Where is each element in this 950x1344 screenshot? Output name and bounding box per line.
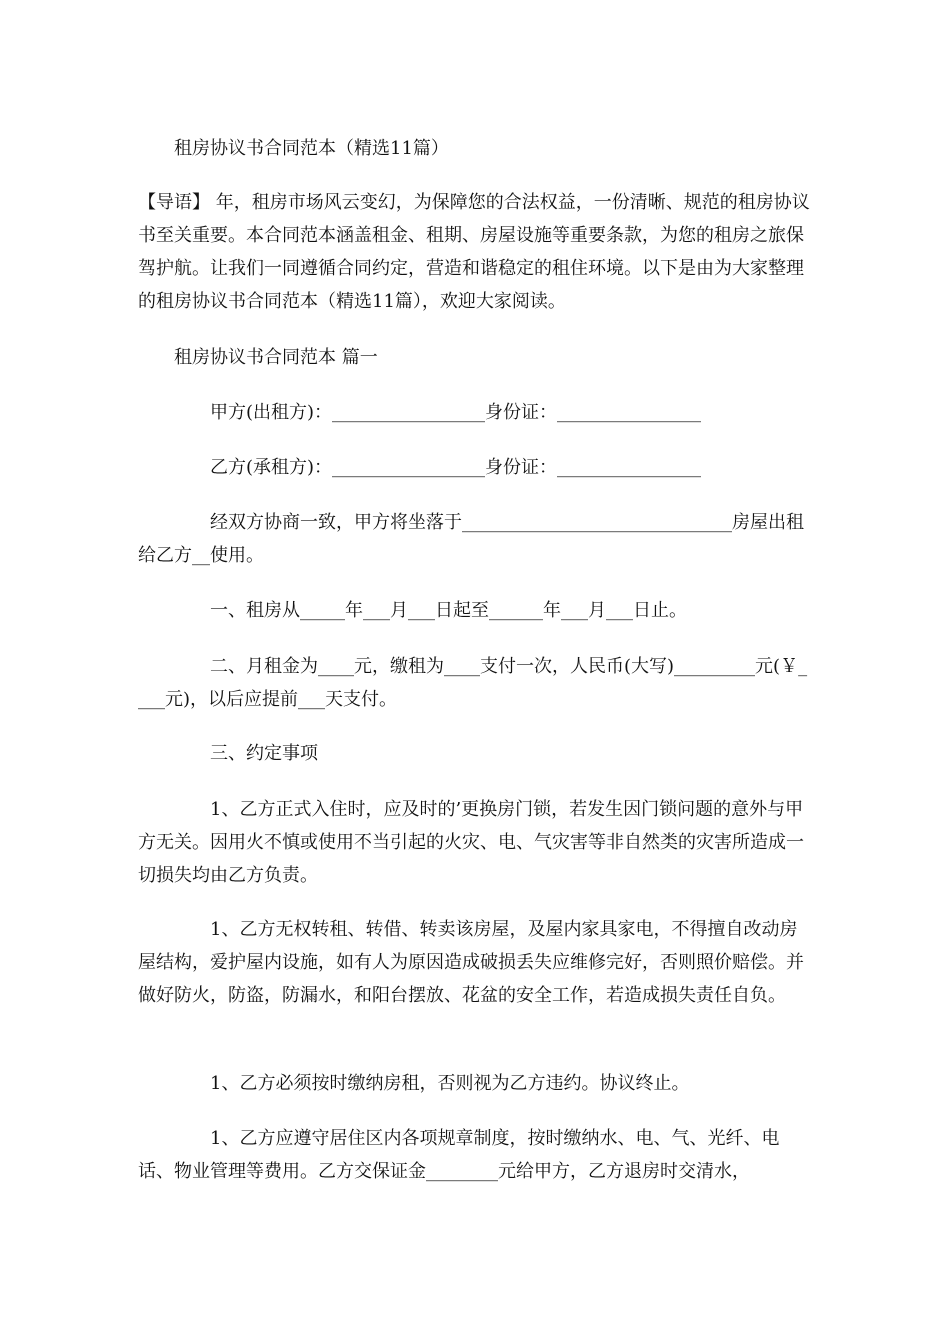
item-door-lock: 1、乙方正式入住时，应及时的’更换房门锁，若发生因门锁问题的意外与甲方无关。因用火不慎或使用不当引起的火灾、电、气灾害等非自然类的灾害所造成一切损失均由乙方负责。 bbox=[138, 799, 804, 886]
clause-agreed-matters: 三、约定事项 bbox=[210, 743, 318, 764]
clause-rent: 二、月租金为____元，缴租为____支付一次，人民币(大写)_________元(￥____元)，以后应提前___天支付。 bbox=[138, 656, 808, 710]
item-pay-on-time: 1、乙方必须按时缴纳房租，否则视为乙方违约。协议终止。 bbox=[210, 1073, 690, 1094]
item-rules-and-fees: 1、乙方应遵守居住区内各项规章制度，按时缴纳水、电、气、光纤、电话、物业管理等费用。乙方交保证金________元给甲方，乙方退房时交清水， bbox=[138, 1128, 780, 1182]
document-title: 租房协议书合同范本（精选11篇） bbox=[174, 138, 449, 159]
party-a-line: 甲方(出租方)：_________________身份证：________________ bbox=[210, 402, 702, 423]
clause-lease-term: 一、租房从_____年___月___日起至______年___月___日止。 bbox=[210, 600, 687, 621]
agreement-paragraph: 经双方协商一致，甲方将坐落于______________________________房屋出租给乙方__使用。 bbox=[138, 512, 804, 566]
section-title: 租房协议书合同范本 篇一 bbox=[174, 347, 378, 368]
party-b-line: 乙方(承租方)：_________________身份证：________________ bbox=[210, 457, 702, 478]
item-no-sublet: 1、乙方无权转租、转借、转卖该房屋，及屋内家具家电，不得擅自改动房屋结构，爱护屋内设施，如有人为原因造成破损丢失应维修完好，否则照价赔偿。并做好防火，防盗，防漏水，和阳台摆放、花盆的安全工作，若造成损失责任自负。 bbox=[138, 919, 804, 1006]
intro-paragraph: 【导语】 年，租房市场风云变幻，为保障您的合法权益，一份清晰、规范的租房协议书至关重要。本合同范本涵盖租金、租期、房屋设施等重要条款，为您的租房之旅保驾护航。让我们一同遵循合同约定，营造和谐稳定的租住环境。以下是由为大家整理的租房协议书合同范本（精选11篇），欢迎大家阅读。 bbox=[138, 192, 810, 312]
